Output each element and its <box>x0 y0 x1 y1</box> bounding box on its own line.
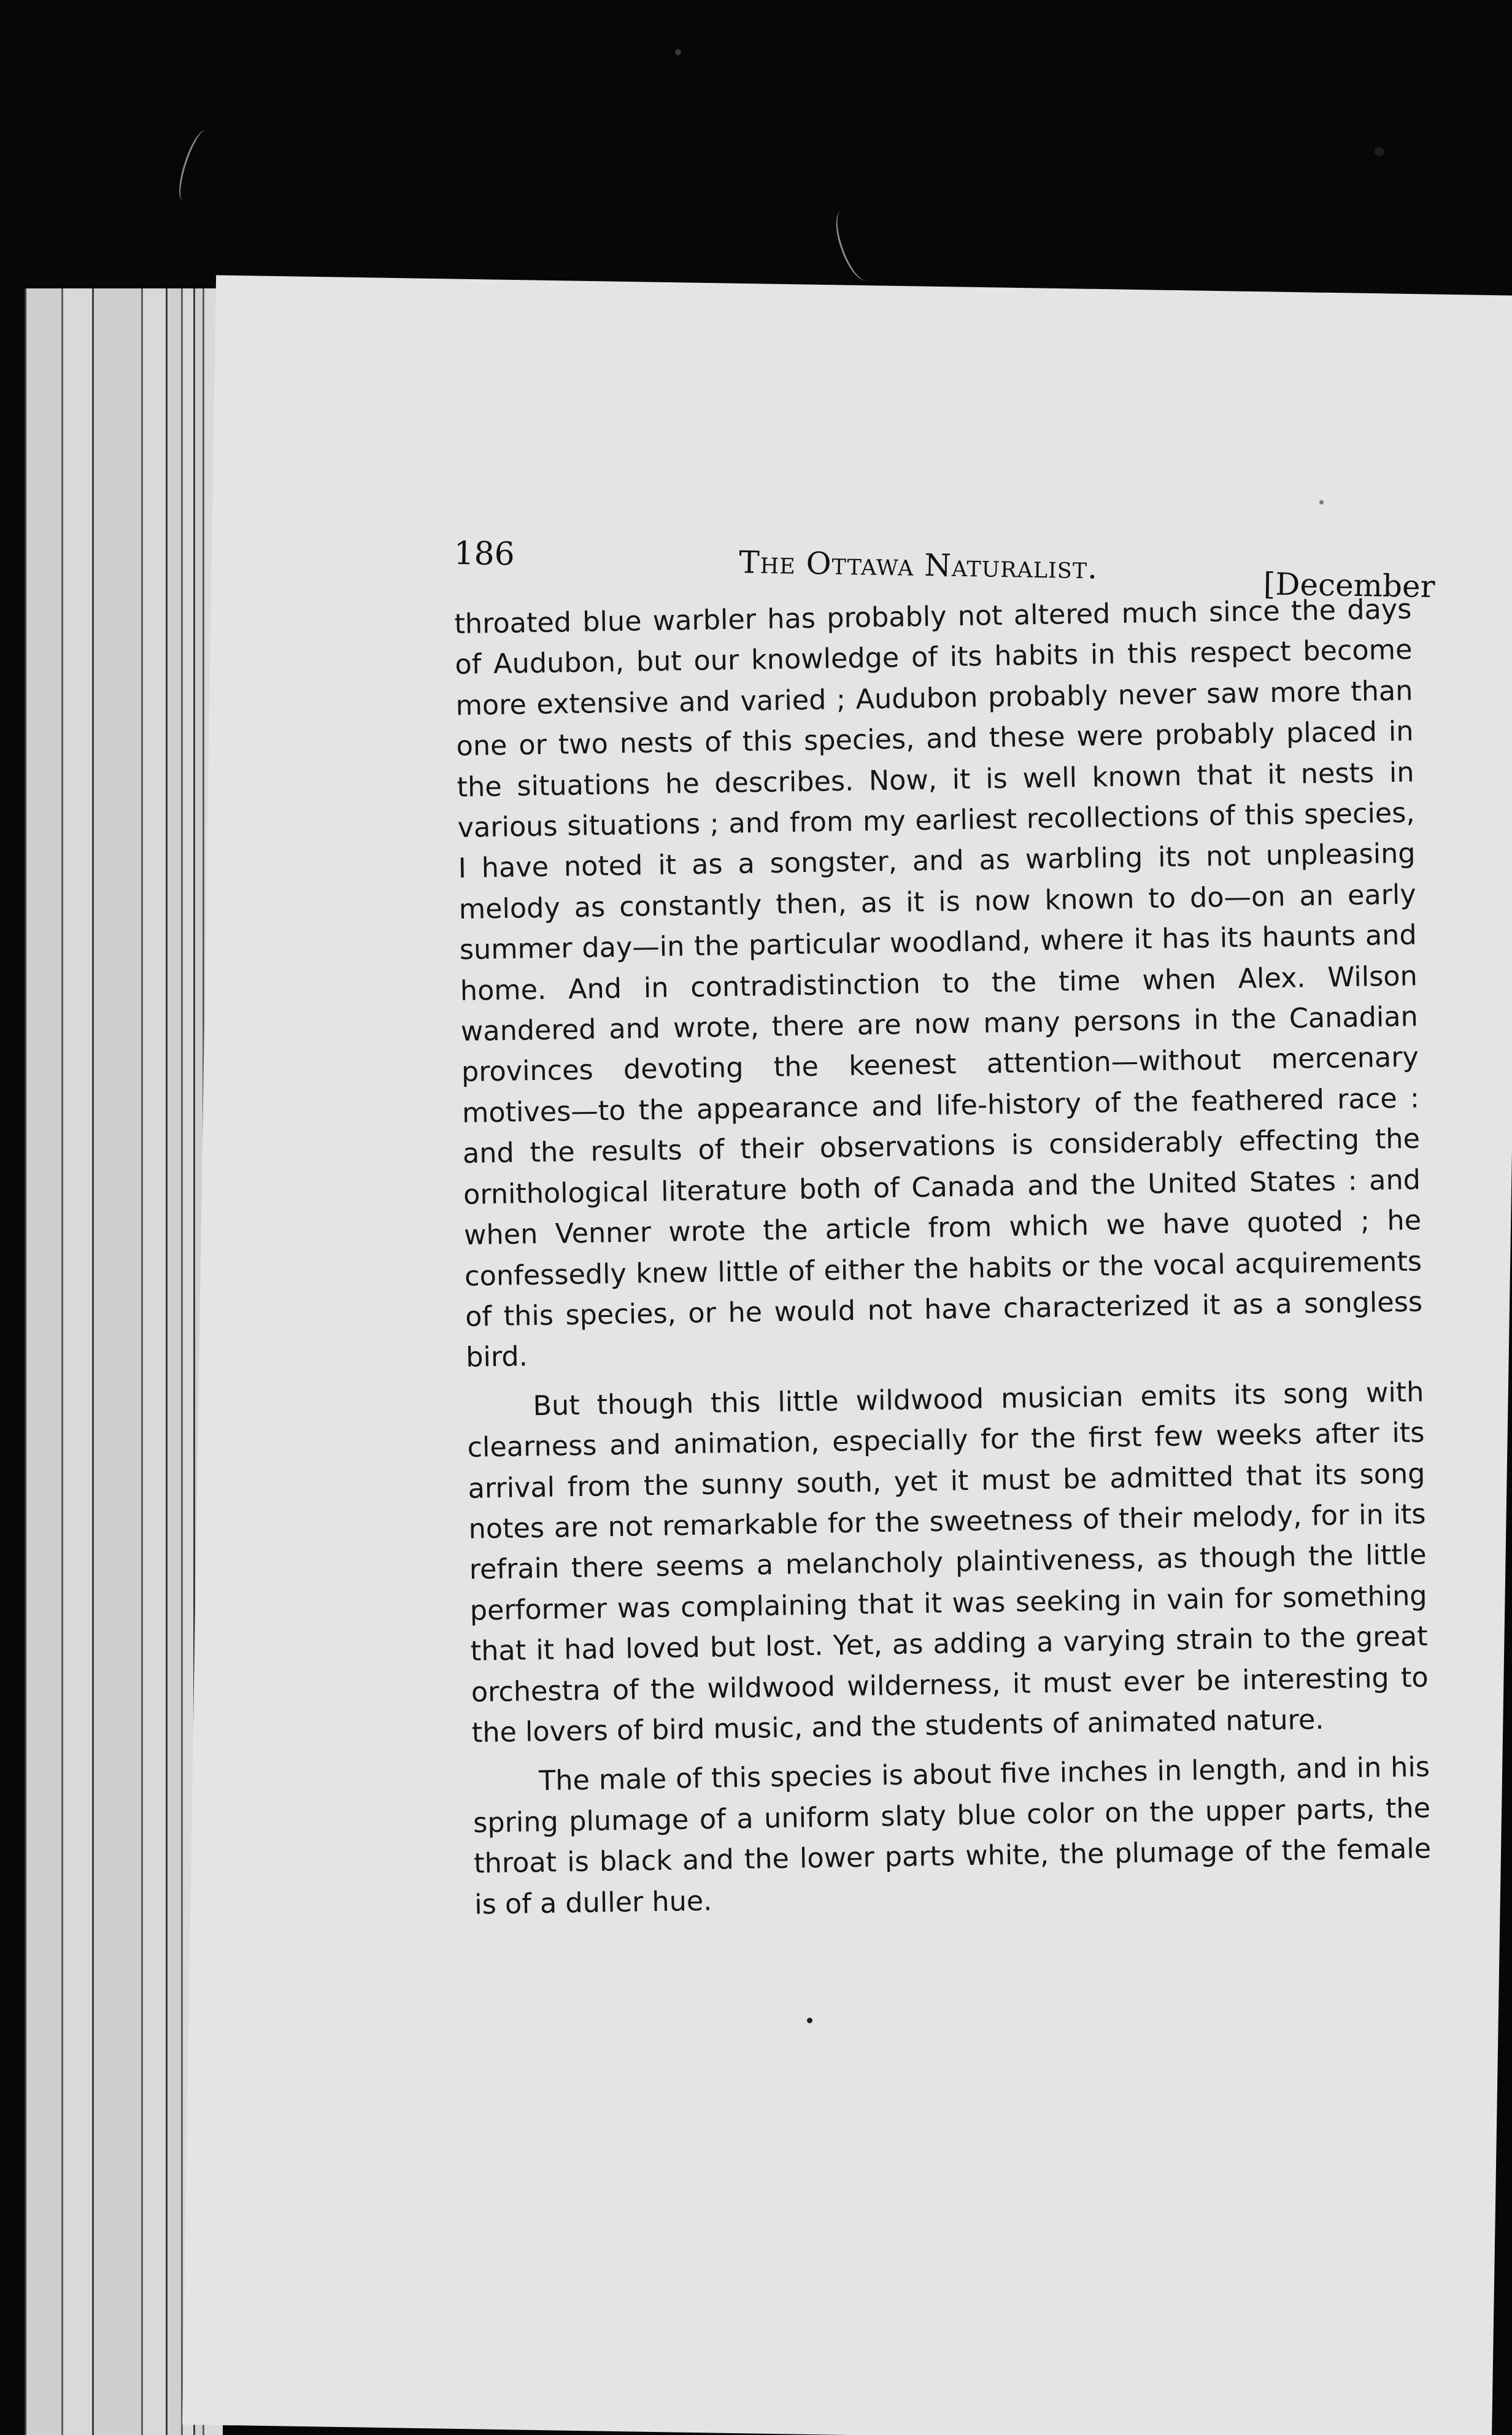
page-number: 186 <box>453 535 515 573</box>
paragraph: throated blue warbler has probably not altered much since the days of Audubon, but our knowledge of its habits in this respect become more extensive and varied ; Audubon probably never saw more than one or two nests of this species, and these were probably placed in the situations he describes. Now, it is well known that it nests in various situations ; and from my earliest recollections of this species, I have noted it as a songster, and as warbling its not unpleasing melody as constantly then, as it is now known to do—on an early summer day—in the particular woodland, where it has its haunts and home. And in contradistinction to the time when Alex. Wilson wandered and wrote, there are now many persons in the Canadian provinces devoting the keenest attention—without mercenary motives—to the appearance and life-history of the feathered race : and the results of their observations is considerably effecting the ornithological literature both of Canada and the United States : and when Venner wrote the article from which we have quoted ; he confessedly knew little of either the habits or the vocal acquirements of this species, or he would not have characterized it as a songless bird. <box>454 593 1423 1374</box>
dust-speck <box>1319 500 1324 504</box>
article-body <box>454 589 1432 1934</box>
film-scratch <box>173 128 215 204</box>
paragraph: The male of this species is about five inches in length, and in his spring plumage of a uniform slaty blue color on the upper parts, the throat is black and the lower parts white, the plumage of the female is of a duller hue. <box>472 1751 1432 1921</box>
dust-speck <box>675 49 681 55</box>
paragraph: But though this little wildwood musician emits its song with clearness and animation, especially for the first few weeks after its arrival from the sunny south, yet it must be admitted that its song notes are not remarkable for the sweetness of their melody, for in its refrain there seems a melancholy plaintiveness, as though the little performer was complaining that it was seeking in vain for something that it had loved but lost. Yet, as adding a varying strain to the great orchestra of the wildwood wilderness, it must ever be interesting to the lovers of bird music, and the students of animated nature. <box>467 1376 1429 1749</box>
dust-speck <box>1375 147 1384 156</box>
running-title: The Ottawa Naturalist. <box>738 544 1098 586</box>
film-scratch <box>829 206 879 284</box>
dust-speck <box>807 2018 812 2023</box>
issue-month: [December <box>1263 566 1436 605</box>
